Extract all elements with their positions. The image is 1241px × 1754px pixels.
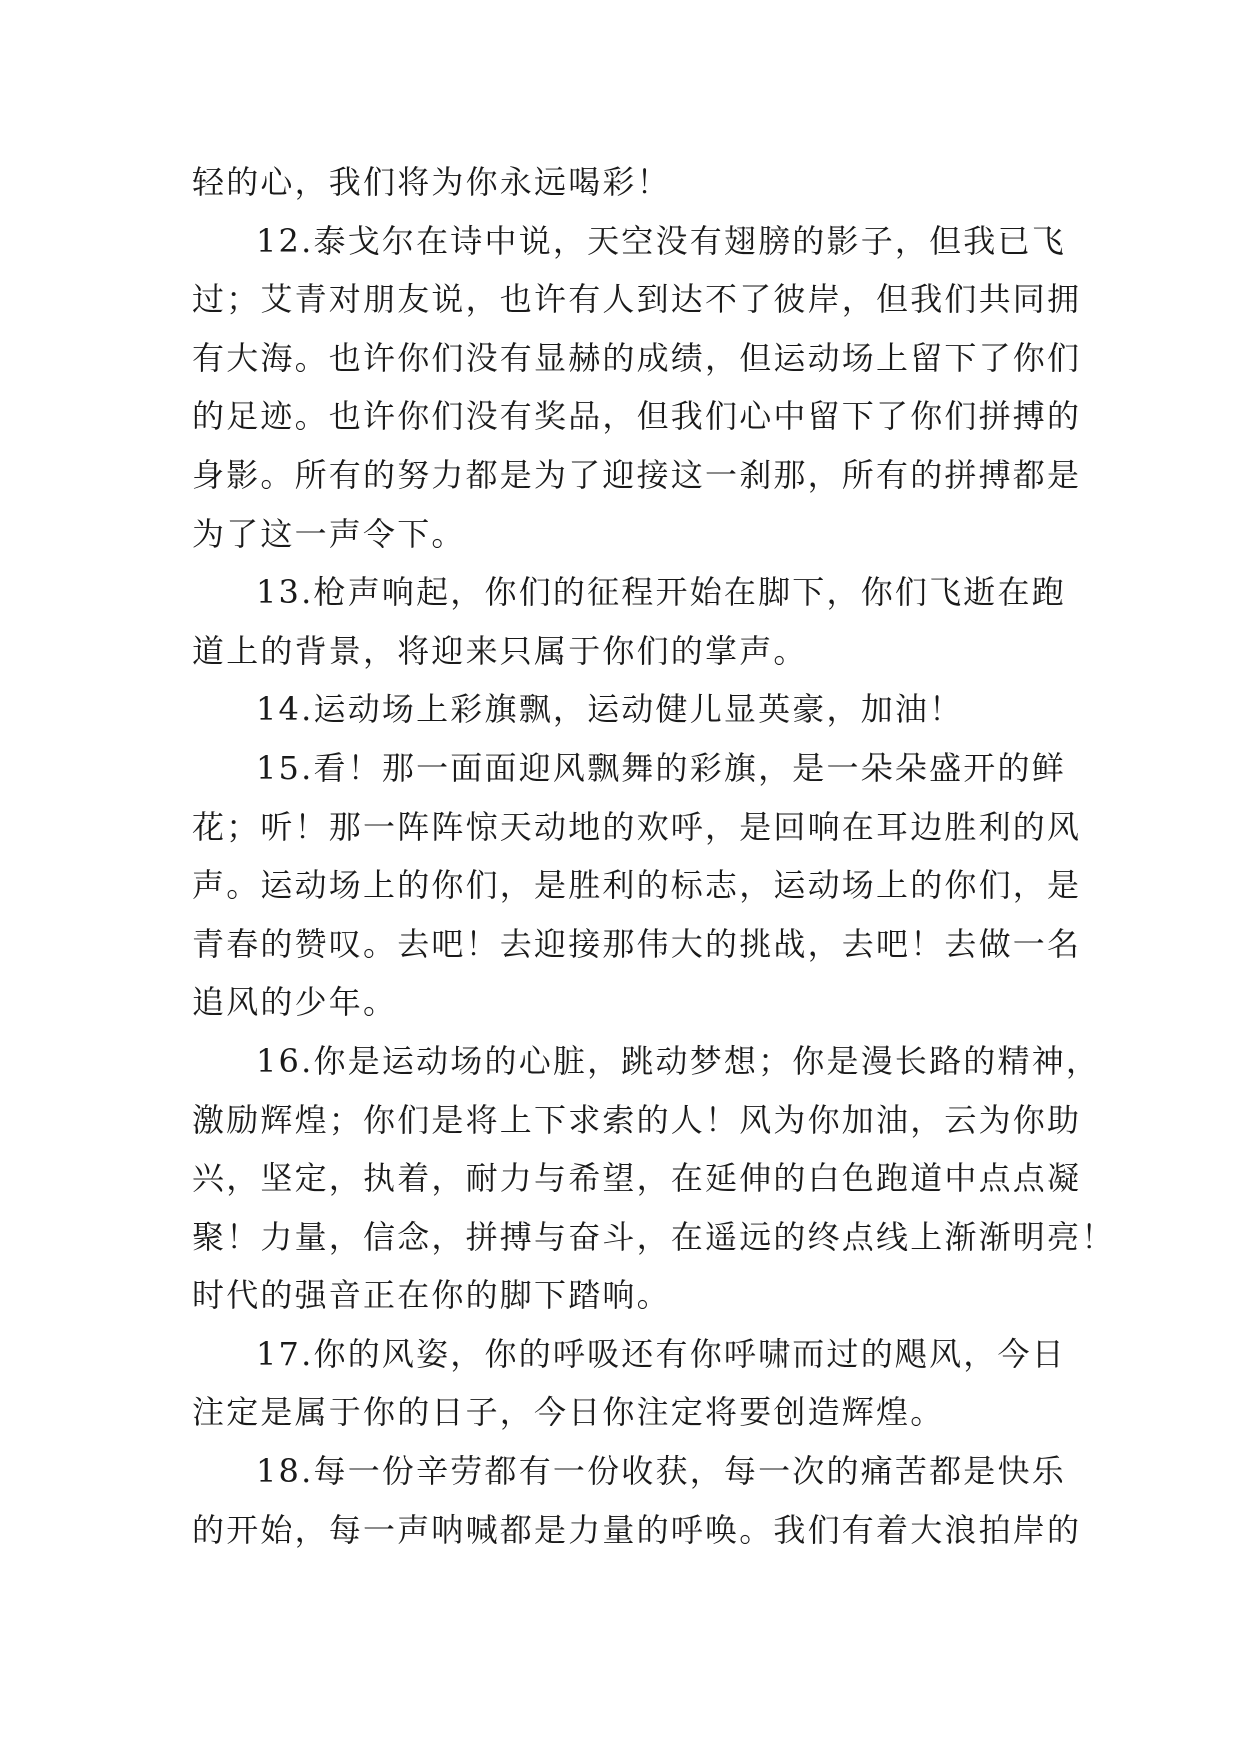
text-line: 时代的强音正在你的脚下踏响。	[192, 1276, 671, 1315]
text-line: 的开始，每一声呐喊都是力量的呼唤。我们有着大浪拍岸的	[192, 1510, 1082, 1549]
text-line: 过；艾青对朋友说，也许有人到达不了彼岸，但我们共同拥	[192, 280, 1082, 319]
text-line: 道上的背景，将迎来只属于你们的掌声。	[192, 631, 808, 670]
text-line: 14.运动场上彩旗飘，运动健儿显英豪，加油！	[256, 690, 964, 729]
text-line: 18.每一份辛劳都有一份收获，每一次的痛苦都是快乐	[256, 1452, 1066, 1491]
text-line: 轻的心，我们将为你永远喝彩！	[192, 163, 671, 201]
text-line: 身影。所有的努力都是为了迎接这一刹那，所有的拼搏都是	[192, 455, 1082, 494]
text-line: 追风的少年。	[192, 983, 398, 1022]
text-line: 16.你是运动场的心脏，跳动梦想；你是漫长路的精神，	[256, 1041, 1101, 1080]
text-line: 花；听！那一阵阵惊天动地的欢呼，是回响在耳边胜利的风	[192, 807, 1082, 846]
text-line: 兴，坚定，执着，耐力与希望，在延伸的白色跑道中点点凝	[192, 1159, 1082, 1198]
text-line: 声。运动场上的你们，是胜利的标志，运动场上的你们，是	[192, 866, 1082, 905]
text-line: 12.泰戈尔在诗中说，天空没有翅膀的影子，但我已飞	[256, 221, 1066, 260]
text-line: 有大海。也许你们没有显赫的成绩，但运动场上留下了你们	[192, 338, 1082, 377]
text-line: 17.你的风姿，你的呼吸还有你呼啸而过的飓风，今日	[256, 1334, 1066, 1373]
text-line: 聚！力量，信念，拼搏与奋斗，在遥远的终点线上渐渐明亮！	[192, 1217, 1116, 1256]
text-line: 为了这一声令下。	[192, 514, 466, 553]
text-line: 15.看！那一面面迎风飘舞的彩旗，是一朵朵盛开的鲜	[256, 748, 1066, 787]
text-line: 青春的赞叹。去吧！去迎接那伟大的挑战，去吧！去做一名	[192, 924, 1082, 963]
text-line: 13.枪声响起，你们的征程开始在脚下，你们飞逝在跑	[256, 573, 1066, 612]
document-body	[192, 153, 1116, 1559]
text-line: 注定是属于你的日子，今日你注定将要创造辉煌。	[192, 1393, 945, 1432]
text-line: 激励辉煌；你们是将上下求索的人！风为你加油，云为你助	[192, 1100, 1082, 1139]
text-line: 的足迹。也许你们没有奖品，但我们心中留下了你们拼搏的	[192, 397, 1082, 436]
